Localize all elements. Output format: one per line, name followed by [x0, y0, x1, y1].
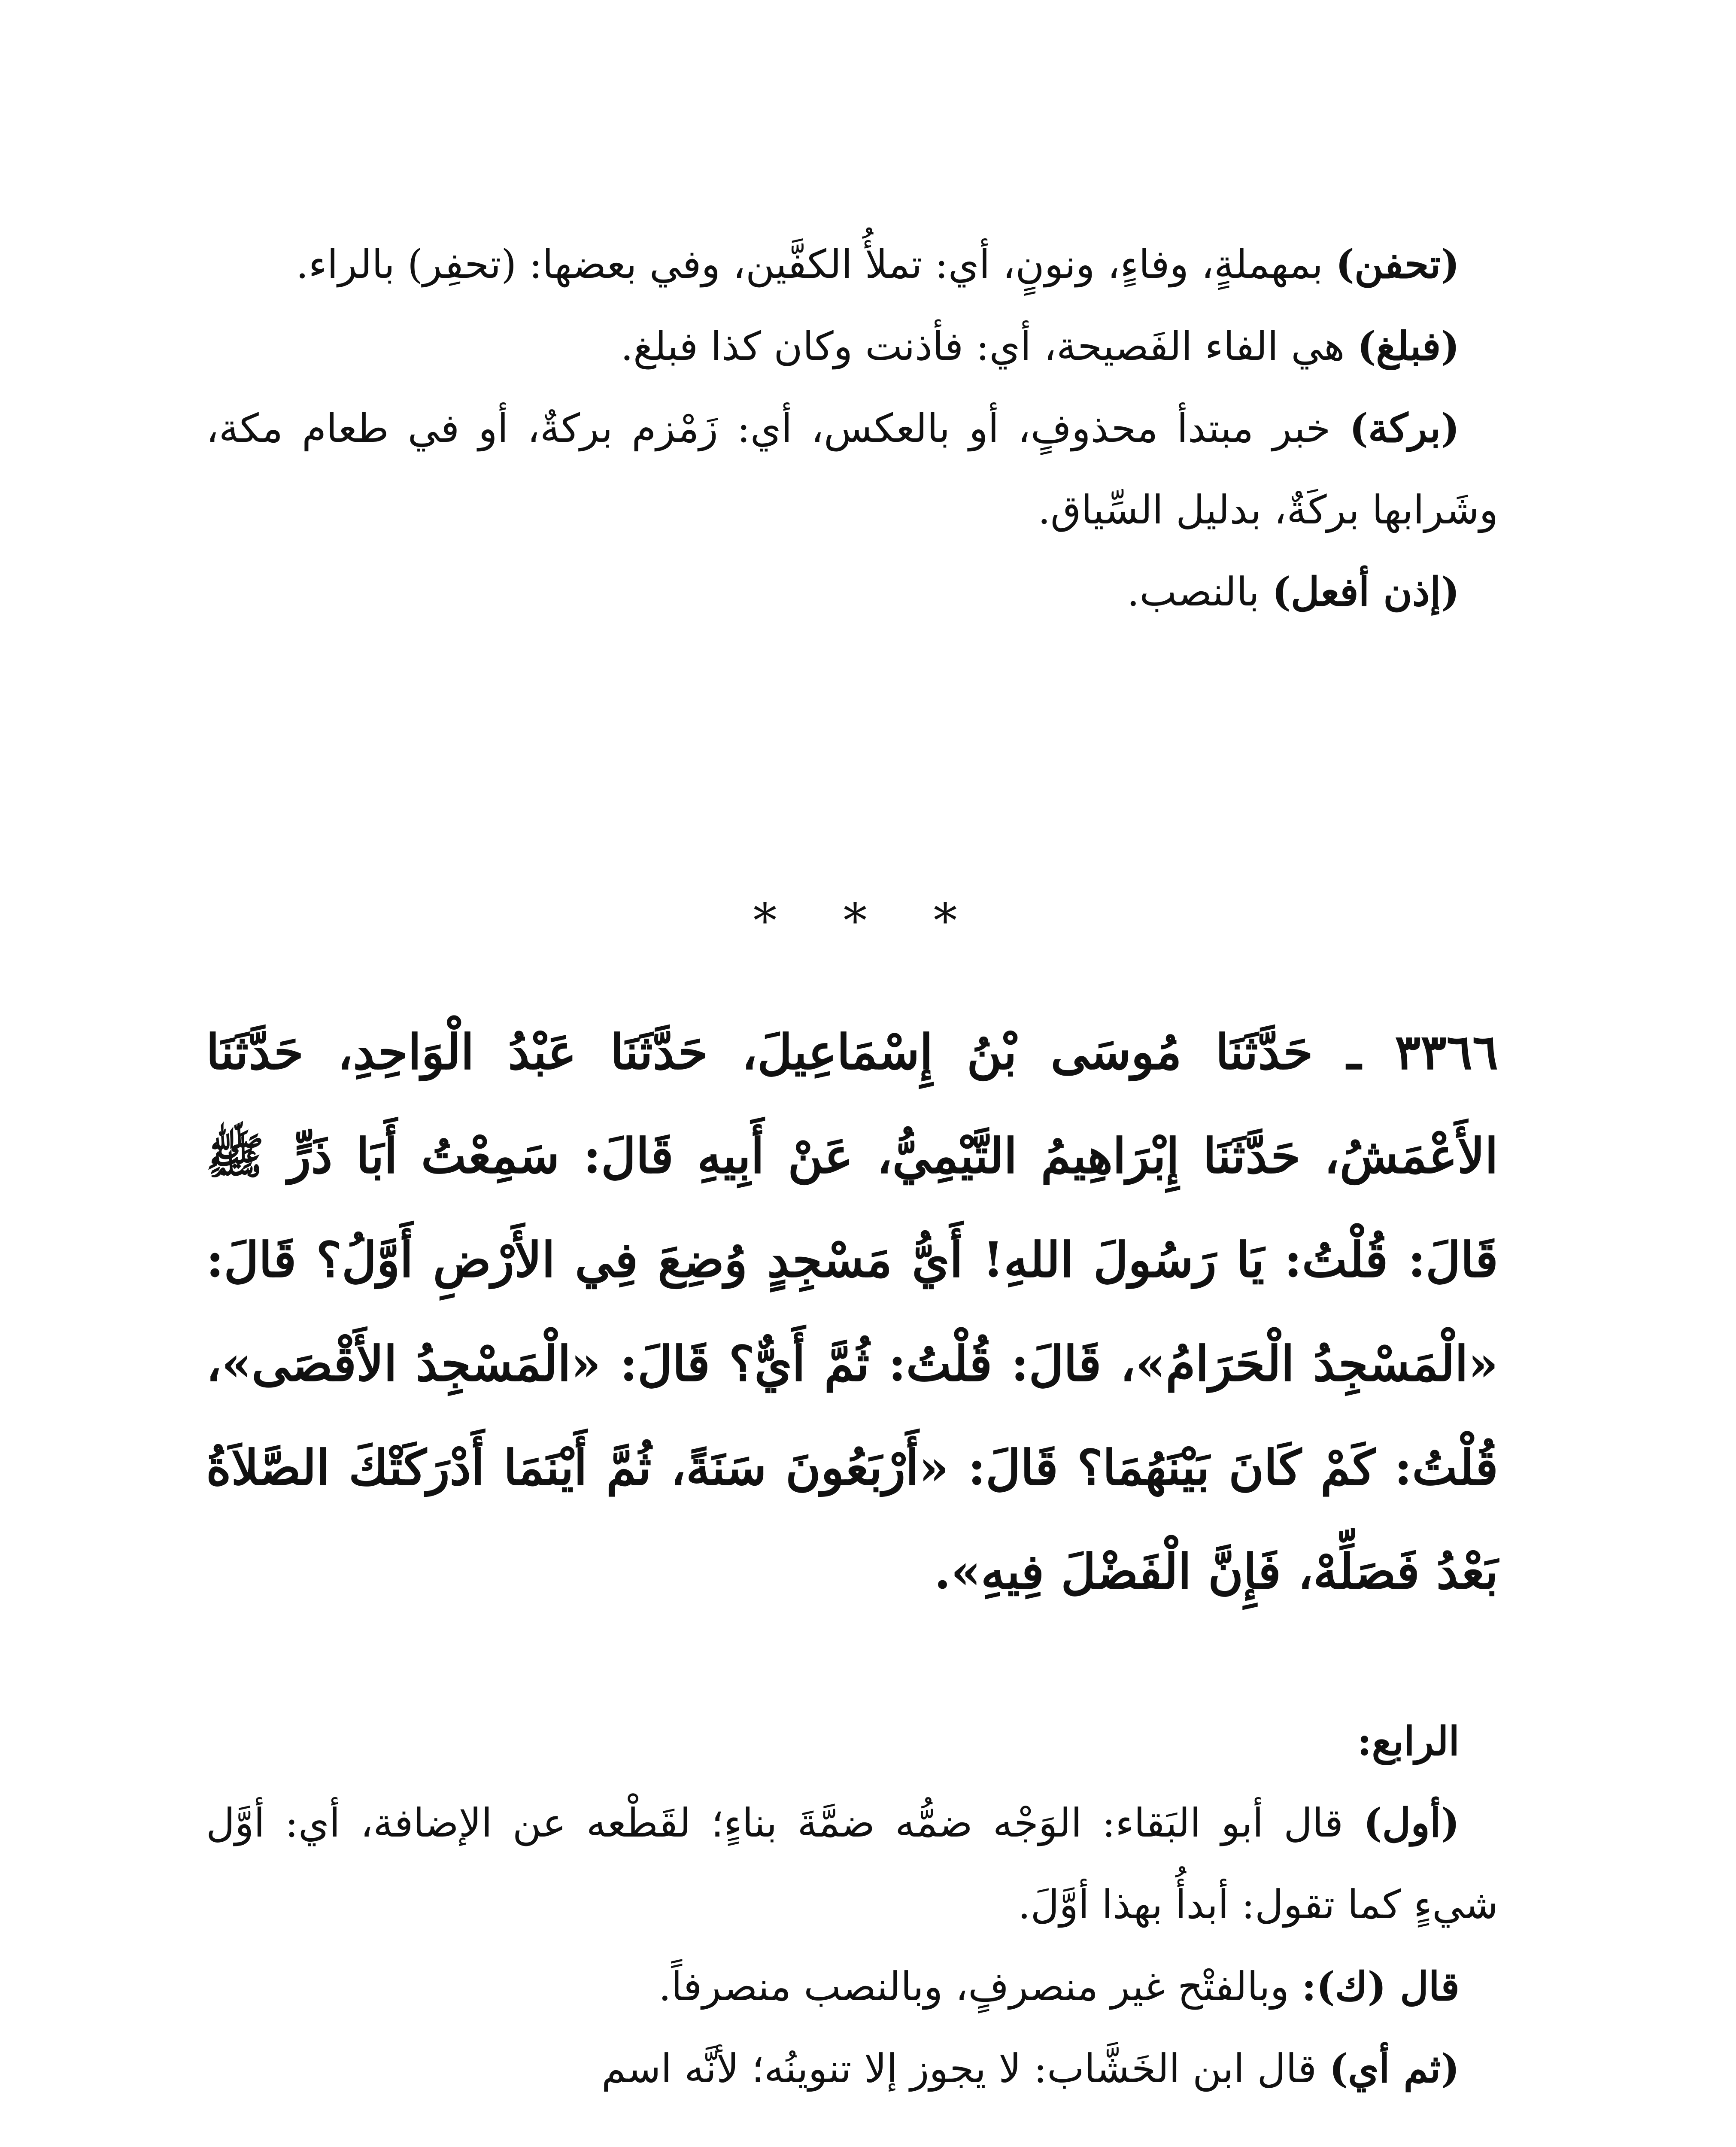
- note-lemma: (بركة): [1349, 405, 1460, 451]
- note-text: بالنصب.: [1127, 569, 1272, 615]
- hadith-block: [206, 1001, 1498, 1624]
- notes-bottom-block: [206, 1700, 1498, 2110]
- note-thumma-ayy: [206, 2028, 1498, 2110]
- note-lemma: قال (ك):: [1302, 1963, 1460, 2010]
- note-lemma: (إذن أفعل): [1272, 569, 1460, 615]
- note-text: هي الفاء الفَصيحة، أي: فأذنت وكان كذا فبلغ.: [620, 323, 1357, 369]
- note-qal-kaf: [206, 1946, 1498, 2028]
- note-lemma: (تحفن): [1335, 241, 1460, 287]
- section-separator: * * *: [753, 893, 983, 948]
- note-text: قال ابن الخَشَّاب: لا يجوز إلا تنوينُه؛ لأنَّه اسم: [601, 2046, 1329, 2092]
- section-label: الرابع:: [1357, 1718, 1460, 1764]
- note-text: وبالفتْح غير منصرفٍ، وبالنصب منصرفاً.: [659, 1964, 1302, 2010]
- note-idhan-afal: [206, 551, 1498, 633]
- note-awwal: [206, 1782, 1498, 1946]
- note-text: بمهملةٍ، وفاءٍ، ونونٍ، أي: تملأُ الكفَّين، وفي بعضها: (تحفِر) بالراء.: [296, 241, 1336, 287]
- note-lemma: (فبلغ): [1357, 323, 1460, 369]
- note-baraka: [206, 387, 1498, 551]
- note-lemma: (أول): [1363, 1800, 1460, 1846]
- notes-top-block: [206, 223, 1498, 633]
- hadith-text: ٣٣٦٦ ـ حَدَّثَنَا مُوسَى بْنُ إِسْمَاعِيلَ، حَدَّثَنَا عَبْدُ الْوَاحِدِ، حَدَّثَنَا الأَعْمَشُ، حَدَّثَنَا إِبْرَاهِيمُ التَّيْمِيُّ، عَنْ أَبِيهِ قَالَ: سَمِعْتُ أَبَا ذَرٍّ ﷺ قَالَ: قُلْتُ: يَا رَسُولَ اللهِ! أَيُّ مَسْجِدٍ وُضِعَ فِي الأَرْضِ أَوَّلُ؟ قَالَ: «الْمَسْجِدُ الْحَرَامُ»، قَالَ: قُلْتُ: ثُمَّ أَيٌّ؟ قَالَ: «الْمَسْجِدُ الأَقْصَى»، قُلْتُ: كَمْ كَانَ بَيْنَهُمَا؟ قَالَ: «أَرْبَعُونَ سَنَةً، ثُمَّ أَيْنَمَا أَدْرَكَتْكَ الصَّلاَةُ بَعْدُ فَصَلِّهْ، فَإِنَّ الْفَضْلَ فِيهِ».: [206, 1024, 1499, 1600]
- note-lemma: (ثم أي): [1329, 2045, 1460, 2092]
- note-tahfin: [206, 223, 1498, 305]
- note-fabalagha: [206, 305, 1498, 387]
- note-text: خبر مبتدأ محذوفٍ، أو بالعكس، أي: زَمْزم بركةٌ، أو في طعام مكة، وشَرابها بركَةٌ، بدليل السِّياق.: [206, 405, 1498, 533]
- note-text: قال أبو البَقاء: الوَجْه ضمُّه ضمَّةَ بناءٍ؛ لقَطْعه عن الإضافة، أي: أوَّل شيءٍ كما تقول: أبدأُ بهذا أوَّلَ.: [206, 1800, 1498, 1928]
